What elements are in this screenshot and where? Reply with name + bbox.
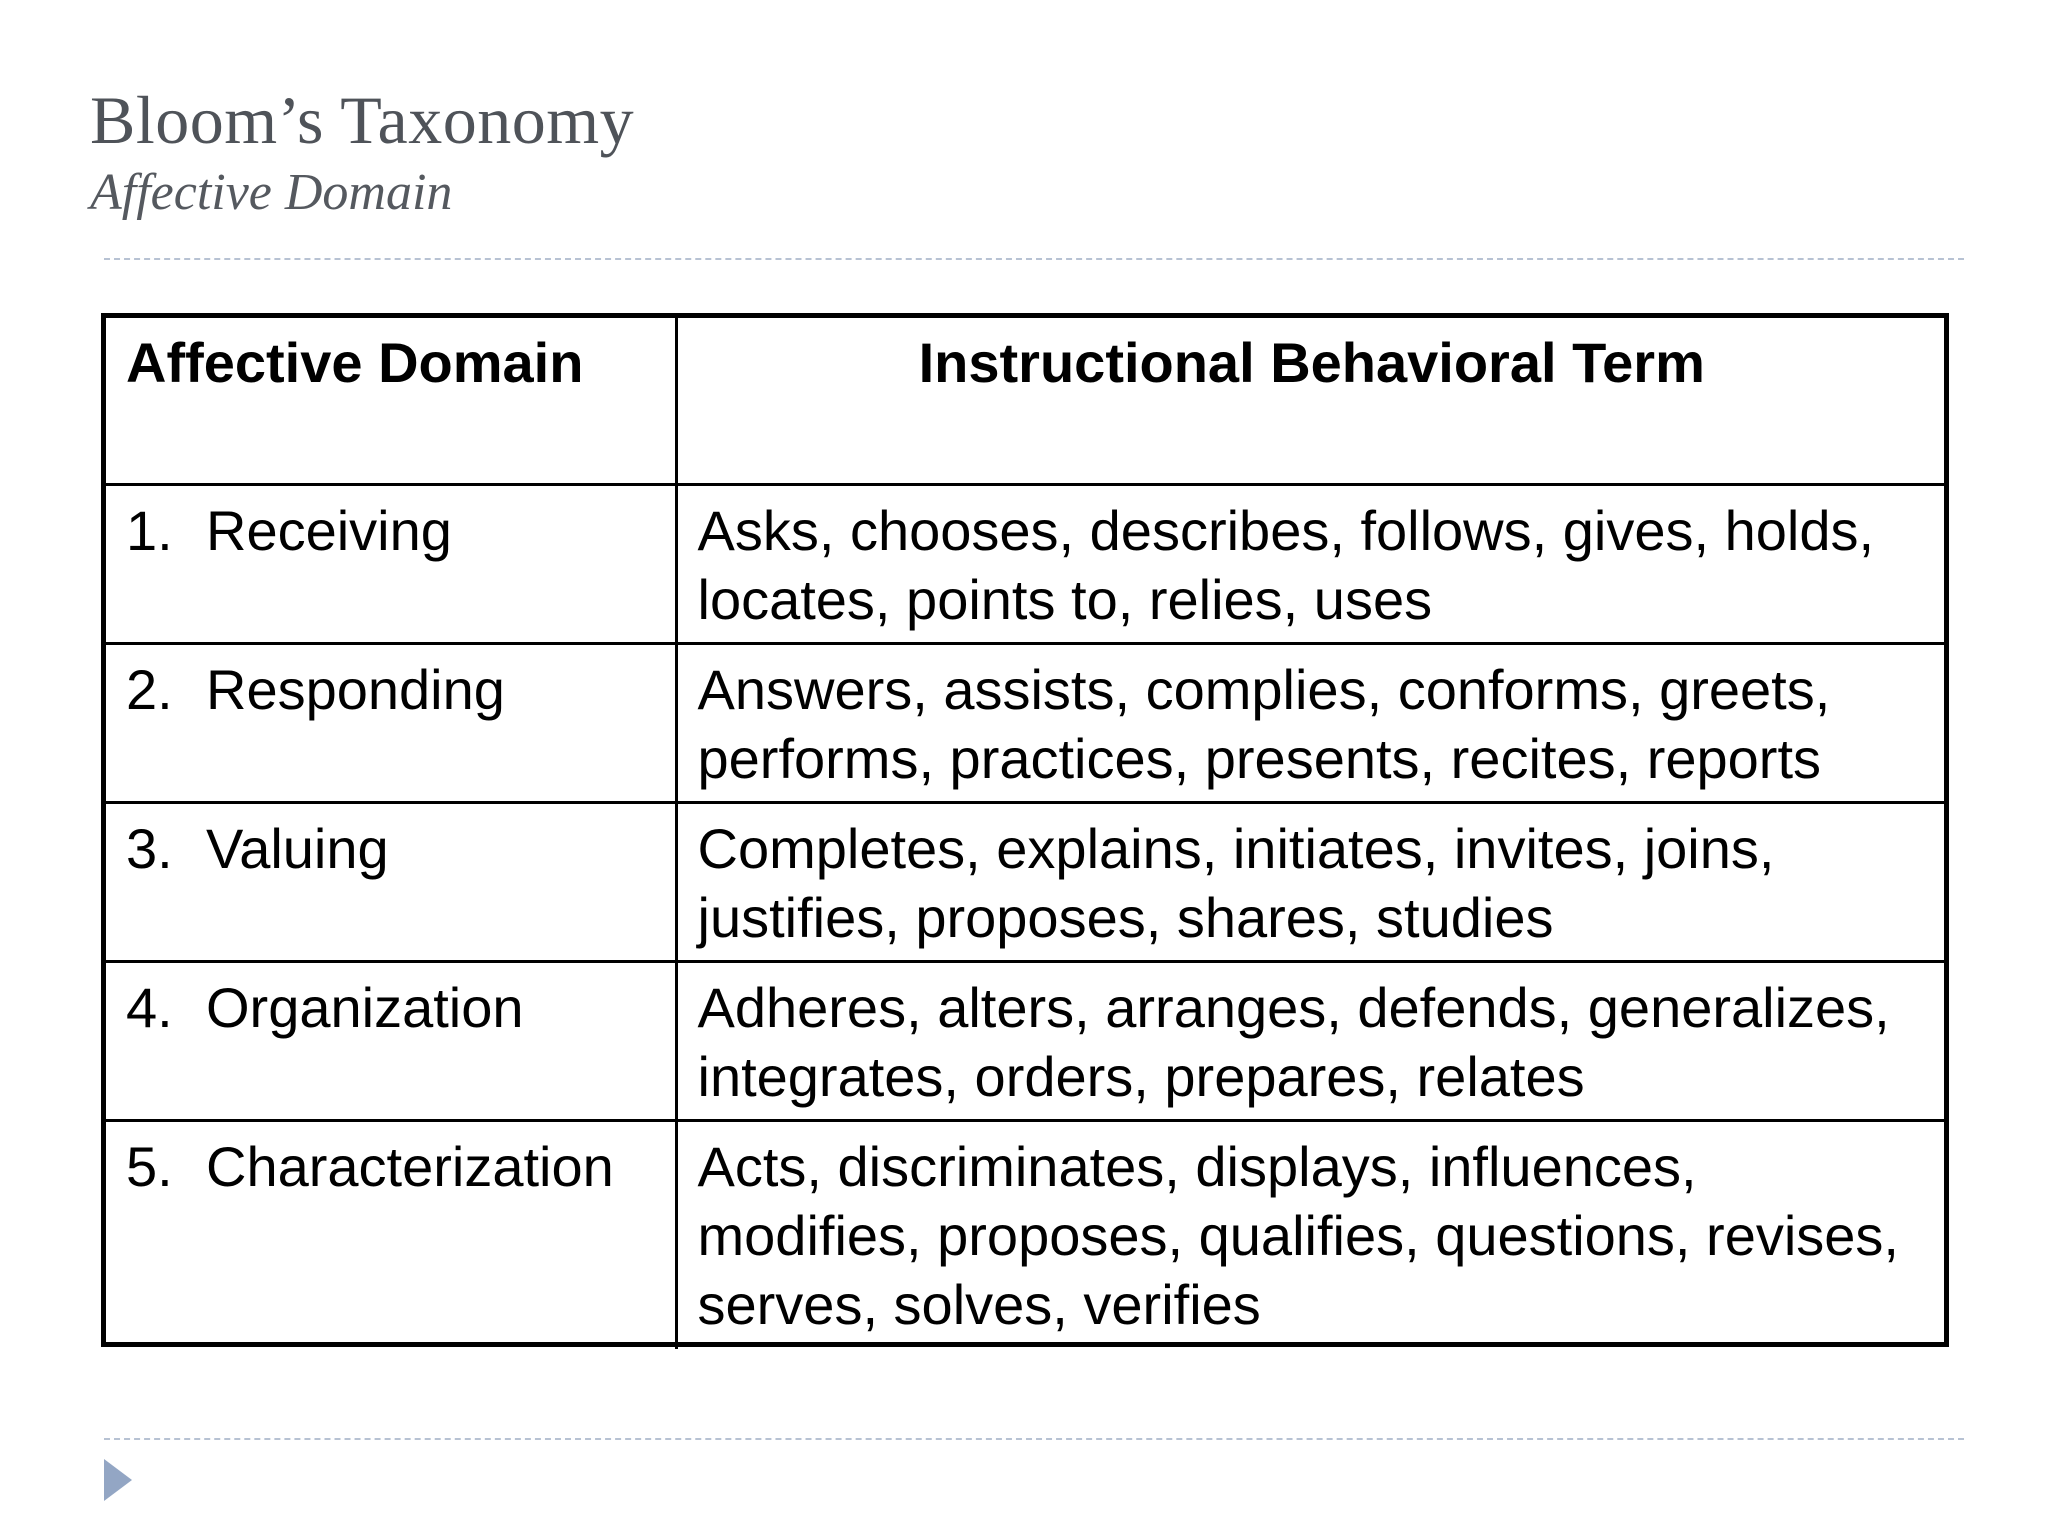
table-row	[106, 643, 1944, 802]
triangle-right-icon	[104, 1459, 132, 1501]
behavioral-terms-cell: Completes, explains, initiates, invites, joins, justifies, proposes, shares, studies	[676, 802, 1944, 961]
level-number: 2.	[126, 657, 173, 721]
level-name: Organization	[206, 975, 524, 1039]
domain-level-cell	[106, 961, 676, 1120]
slide-title: Bloom’s Taxonomy	[90, 82, 635, 158]
header-affective-domain: Affective Domain	[106, 318, 676, 484]
table-header-row	[106, 318, 1944, 484]
behavioral-terms-cell: Asks, chooses, describes, follows, gives, holds, locates, points to, relies, uses	[676, 484, 1944, 643]
table-row	[106, 1120, 1944, 1349]
slide-header	[90, 78, 1490, 224]
behavioral-terms-cell: Acts, discriminates, displays, influences, modifies, proposes, qualifies, questions, revises, serves, solves, verifies	[676, 1120, 1944, 1349]
table-row	[106, 484, 1944, 643]
behavioral-terms-cell: Answers, assists, complies, conforms, greets, performs, practices, presents, recites, reports	[676, 643, 1944, 802]
domain-level-cell	[106, 1120, 676, 1349]
level-name: Responding	[206, 657, 505, 721]
top-divider	[104, 258, 1964, 260]
level-number: 1.	[126, 498, 173, 562]
domain-level-cell	[106, 484, 676, 643]
level-number: 5.	[126, 1134, 173, 1198]
behavioral-terms-cell: Adheres, alters, arranges, defends, generalizes, integrates, orders, prepares, relates	[676, 961, 1944, 1120]
slide-subtitle: Affective Domain	[90, 164, 453, 221]
level-name: Valuing	[206, 816, 389, 880]
level-number: 3.	[126, 816, 173, 880]
domain-level-cell	[106, 643, 676, 802]
level-name: Characterization	[206, 1134, 614, 1198]
taxonomy-table	[101, 313, 1949, 1347]
bottom-divider	[104, 1438, 1964, 1440]
level-number: 4.	[126, 975, 173, 1039]
domain-level-cell	[106, 802, 676, 961]
header-behavioral-term: Instructional Behavioral Term	[676, 318, 1944, 484]
level-name: Receiving	[206, 498, 452, 562]
table-row	[106, 961, 1944, 1120]
table-row	[106, 802, 1944, 961]
